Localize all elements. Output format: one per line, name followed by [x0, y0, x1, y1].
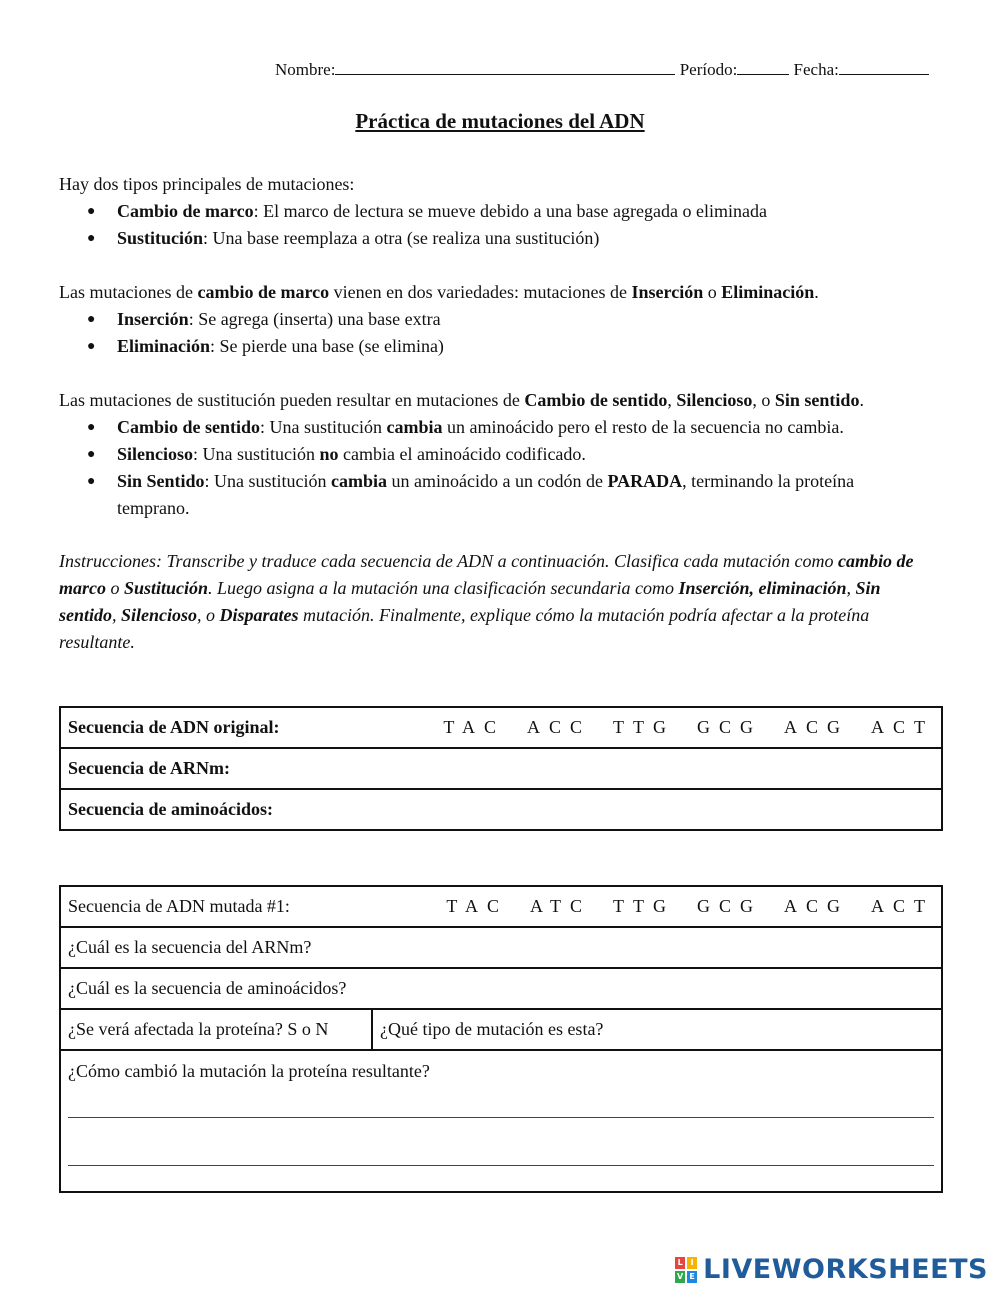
list-item: ● Silencioso: Una sustitución no cambia el aminoácido codificado. [59, 441, 959, 468]
definition: : El marco de lectura se mueve debido a una base agregada o eliminada [253, 201, 767, 221]
logo-block: L [675, 1257, 685, 1269]
term: Cambio de marco [117, 201, 254, 221]
table-row [60, 748, 942, 789]
aa-question-cell[interactable] [60, 968, 942, 1009]
table-row [60, 927, 942, 968]
header-fields [275, 60, 929, 80]
change-question-cell [60, 1050, 942, 1192]
type-question: ¿Qué tipo de mutación es esta? [380, 1019, 604, 1039]
codon: ACC [526, 717, 591, 737]
substitution-section [59, 387, 959, 522]
frameshift-section [59, 279, 959, 360]
mrna-label: Secuencia de ARNm: [68, 758, 230, 778]
codon: ATC [529, 896, 591, 916]
bullet-icon: ● [87, 312, 96, 327]
term: Sustitución [117, 228, 204, 248]
intro-lead: Hay dos tipos principales de mutaciones: [59, 174, 355, 194]
substitution-lead: Las mutaciones de sustitución pueden resultar en mutaciones de Cambio de sentido, Silencioso, o Sin sentido. [59, 390, 864, 410]
periodo-field[interactable] [737, 60, 789, 75]
table-row [60, 789, 942, 830]
bullet-icon: ● [87, 204, 96, 219]
table-row [60, 886, 942, 927]
table-row [60, 1009, 942, 1050]
mrna-answer-cell[interactable] [60, 748, 942, 789]
codon: ACG [783, 896, 849, 916]
list-item: ● Sin Sentido: Una sustitución cambia un aminoácido a un codón de PARADA, terminando la proteína temprano. [59, 468, 959, 522]
codon: TTG [612, 896, 675, 916]
definition: : Una base reemplaza a otra (se realiza una sustitución) [203, 228, 600, 248]
codon: TAC [443, 717, 505, 737]
bullet-icon: ● [87, 420, 96, 435]
affected-question: ¿Se verá afectada la proteína? S o N [68, 1019, 329, 1039]
list-item: ● Inserción: Se agrega (inserta) una base extra [59, 306, 959, 333]
fecha-field[interactable] [839, 60, 929, 75]
original-codons [421, 717, 934, 738]
table-row [60, 1050, 942, 1192]
liveworksheets-logo [675, 1254, 988, 1285]
aa-label: Secuencia de aminoácidos: [68, 799, 273, 819]
original-dna-label: Secuencia de ADN original: [68, 717, 280, 737]
table-row [60, 707, 942, 748]
table-row [60, 968, 942, 1009]
page-title: Práctica de mutaciones del ADN [355, 109, 645, 133]
frameshift-list [59, 306, 959, 360]
nombre-label: Nombre: [275, 60, 336, 79]
logo-block: V [677, 1271, 684, 1281]
logo-text: LIVEWORKSHEETS [703, 1254, 988, 1285]
affected-question-cell[interactable] [60, 1009, 372, 1050]
answer-line[interactable] [68, 1116, 934, 1118]
mrna-question-cell[interactable] [60, 927, 942, 968]
list-item [59, 198, 959, 225]
bullet-icon: ● [87, 447, 96, 462]
substitution-list [59, 414, 959, 522]
periodo-label: Período: [679, 60, 738, 79]
intro-section [59, 171, 959, 252]
codon: ACG [783, 717, 849, 737]
codon: GCG [696, 896, 762, 916]
nombre-field[interactable] [335, 60, 675, 75]
frameshift-lead: Las mutaciones de cambio de marco vienen en dos variedades: mutaciones de Inserción o Eliminación. [59, 282, 819, 302]
mrna-question: ¿Cuál es la secuencia del ARNm? [68, 937, 312, 957]
mutated-sequence-table [59, 885, 943, 1193]
instructions: Instrucciones: Transcribe y traduce cada secuencia de ADN a continuación. Clasifica cada mutación como cambio de marco o Sustitución. Luego asigna a la mutación una clasificación secundaria como Inserción, eliminación, Sin sentido, Silencioso, o Disparates mutación. Finalmente, explique cómo la mutación podría afectar a la proteína resultante. [59, 551, 914, 652]
codon: ACT [871, 717, 934, 737]
change-question: ¿Cómo cambió la mutación la proteína resultante? [68, 1061, 430, 1081]
mutated-codons [424, 896, 934, 917]
mutated-dna-label: Secuencia de ADN mutada #1: [68, 896, 290, 916]
codon: TTG [612, 717, 675, 737]
codon: ACT [871, 896, 934, 916]
logo-block: E [687, 1271, 697, 1283]
answer-line[interactable] [68, 1164, 934, 1166]
aa-question: ¿Cuál es la secuencia de aminoácidos? [68, 978, 347, 998]
aa-answer-cell[interactable] [60, 789, 942, 830]
original-sequence-table [59, 706, 943, 831]
intro-list [59, 198, 959, 252]
codon: GCG [696, 717, 762, 737]
list-item: ● Eliminación: Se pierde una base (se elimina) [59, 333, 959, 360]
list-item: ● Cambio de sentido: Una sustitución cambia un aminoácido pero el resto de la secuencia no cambia. [59, 414, 959, 441]
bullet-icon: ● [87, 339, 96, 354]
type-question-cell[interactable] [372, 1009, 942, 1050]
logo-block: I [687, 1257, 697, 1269]
list-item [59, 225, 959, 252]
codon: TAC [446, 896, 508, 916]
bullet-icon: ● [87, 474, 96, 489]
fecha-label: Fecha: [793, 60, 839, 79]
logo-mark [675, 1257, 697, 1283]
bullet-icon: ● [87, 231, 96, 246]
